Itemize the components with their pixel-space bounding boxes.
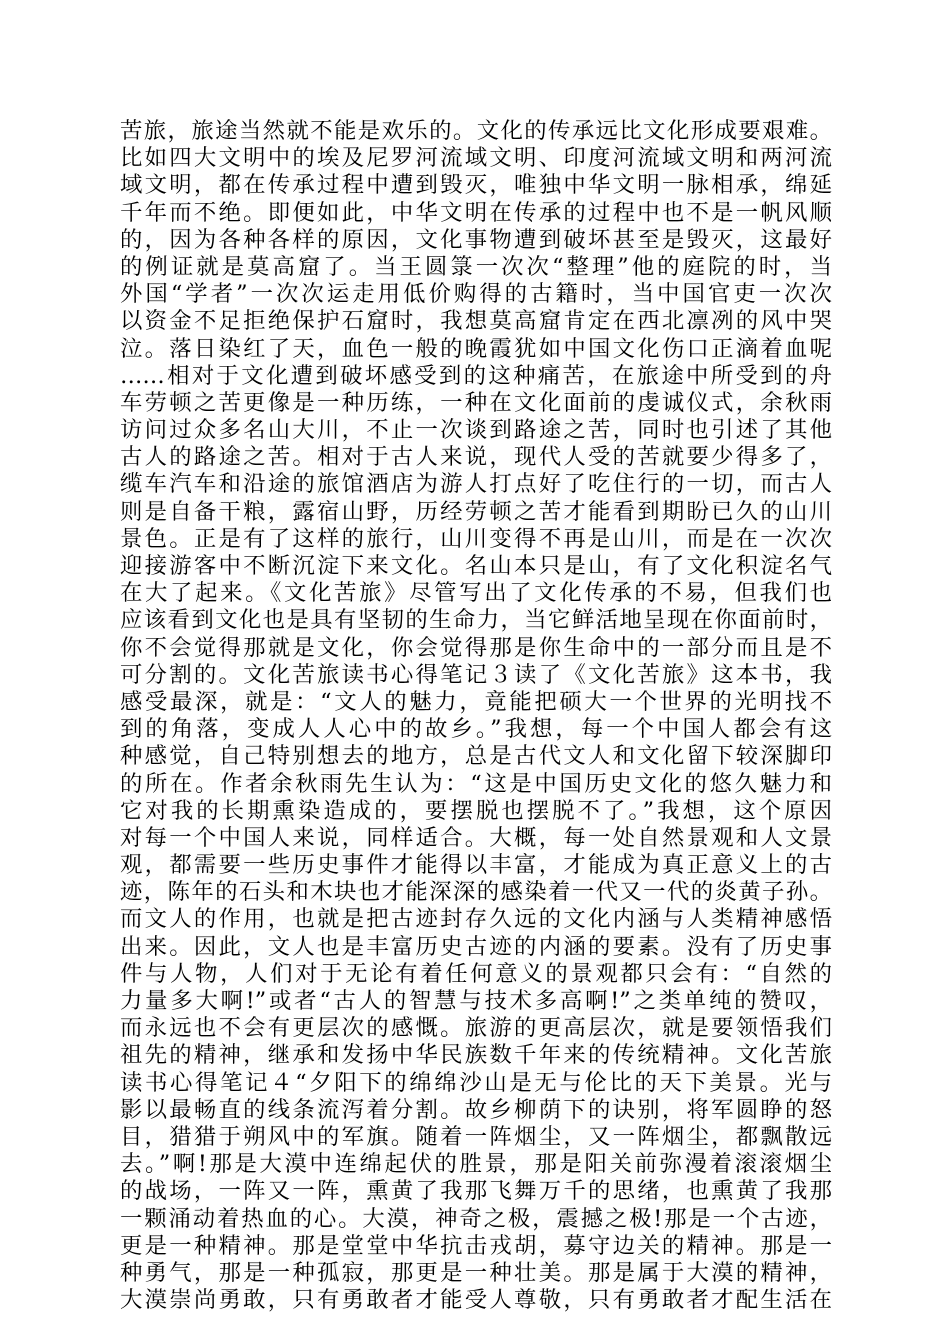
text-line: 古人的路途之苦。相对于古人来说，现代人受的苦就要少得多了， xyxy=(120,444,832,471)
text-line: 大漠崇尚勇敢，只有勇敢者才能受人尊敬，只有勇敢者才配生活在 xyxy=(120,1287,832,1314)
text-line: 祖先的精神，继承和发扬中华民族数千年来的传统精神。文化苦旅 xyxy=(120,1042,832,1069)
text-line: 缆车汽车和沿途的旅馆酒店为游人打点好了吃住行的一切，而古人 xyxy=(120,471,832,498)
text-line: 它对我的长期熏染造成的，要摆脱也摆脱不了。”我想，这个原因 xyxy=(120,797,832,824)
text-line: 对每一个中国人来说，同样适合。大概，每一处自然景观和人文景 xyxy=(120,824,832,851)
text-line: 的战场，一阵又一阵，熏黄了我那飞舞万千的思绪，也熏黄了我那 xyxy=(120,1178,832,1205)
text-line: 在大了起来。《文化苦旅》尽管写出了文化传承的不易，但我们也 xyxy=(120,580,832,607)
text-line: 目，猎猎于朔风中的军旗。随着一阵烟尘，又一阵烟尘，都飘散远 xyxy=(120,1123,832,1150)
text-line: 力量多大啊!”或者“古人的智慧与技术多高啊!”之类单纯的赞叹， xyxy=(120,988,832,1014)
text-line: 而文人的作用，也就是把古迹封存久远的文化内涵与人类精神感悟 xyxy=(120,906,832,933)
text-line: 可分割的。文化苦旅读书心得笔记３读了《文化苦旅》这本书，我 xyxy=(120,661,832,688)
text-line: 种感觉，自己特别想去的地方，总是古代文人和文化留下较深脚印 xyxy=(120,743,832,770)
text-line: 迹，陈年的石头和木块也才能深深的感染着一代又一代的炎黄子孙。 xyxy=(120,879,832,906)
text-line: 而永远也不会有更层次的感慨。旅游的更高层次，就是要领悟我们 xyxy=(120,1015,832,1042)
text-line: 访问过众多名山大川，不止一次谈到路途之苦，同时也引述了其他 xyxy=(120,417,832,444)
text-line: 你不会觉得那就是文化，你会觉得那是你生命中的一部分而且是不 xyxy=(120,634,832,661)
text-line: 的所在。作者余秋雨先生认为：“这是中国历史文化的悠久魅力和 xyxy=(120,770,832,797)
text-line: 迎接游客中不断沉淀下来文化。名山本只是山，有了文化积淀名气 xyxy=(120,553,832,579)
text-line: 则是自备干粮，露宿山野，历经劳顿之苦才能看到期盼已久的山川 xyxy=(120,498,832,525)
text-line: 千年而不绝。即便如此，中华文明在传承的过程中也不是一帆风顺 xyxy=(120,199,832,226)
body-text xyxy=(120,118,832,1314)
text-line: 以资金不足拒绝保护石窟时，我想莫高窟肯定在西北凛冽的风中哭 xyxy=(120,308,832,335)
text-line: 出来。因此，文人也是丰富历史古迹的内涵的要素。没有了历史事 xyxy=(120,933,832,960)
text-line: 比如四大文明中的埃及尼罗河流域文明、印度河流域文明和两河流 xyxy=(120,145,832,172)
text-line: 感受最深，就是：“文人的魅力，竟能把硕大一个世界的光明找不 xyxy=(120,688,832,715)
text-line: 读书心得笔记４“夕阳下的绵绵沙山是无与伦比的天下美景。光与 xyxy=(120,1069,832,1096)
text-line: 苦旅，旅途当然就不能是欢乐的。文化的传承远比文化形成要艰难。 xyxy=(120,118,832,144)
text-line: 观，都需要一些历史事件才能得以丰富，才能成为真正意义上的古 xyxy=(120,852,832,879)
text-line: 的例证就是莫高窟了。当王圆箓一次次“整理”他的庭院的时，当 xyxy=(120,253,832,280)
text-line: 外国“学者”一次次运走用低价购得的古籍时，当中国官吏一次次 xyxy=(120,281,832,308)
text-line: 景色。正是有了这样的旅行，山川变得不再是山川，而是在一次次 xyxy=(120,525,832,552)
text-line: 到的角落，变成人人心中的故乡。”我想，每一个中国人都会有这 xyxy=(120,716,832,743)
text-line: 一颗涌动着热血的心。大漠，神奇之极，震撼之极!那是一个古迹， xyxy=(120,1205,832,1232)
text-line: 应该看到文化也是具有坚韧的生命力，当它鲜活地呈现在你面前时， xyxy=(120,607,832,634)
text-line: 车劳顿之苦更像是一种历练，一种在文化面前的虔诚仪式，余秋雨 xyxy=(120,389,832,416)
text-line: ……相对于文化遭到破坏感受到的这种痛苦，在旅途中所受到的舟 xyxy=(120,362,832,389)
text-line: 更是一种精神。那是堂堂中华抗击戎胡，募守边关的精神。那是一 xyxy=(120,1232,832,1259)
text-line: 去。”啊!那是大漠中连绵起伏的胜景，那是阳关前弥漫着滚滚烟尘 xyxy=(120,1151,832,1178)
text-line: 域文明，都在传承过程中遭到毁灭，唯独中华文明一脉相承，绵延 xyxy=(120,172,832,199)
text-line: 种勇气，那是一种孤寂，那更是一种壮美。那是属于大漠的精神， xyxy=(120,1259,832,1286)
text-line: 泣。落日染红了天，血色一般的晚霞犹如中国文化伤口正滴着血呢 xyxy=(120,335,832,362)
text-line: 的，因为各种各样的原因，文化事物遭到破坏甚至是毁灭，这最好 xyxy=(120,226,832,253)
text-line: 影以最畅直的线条流泻着分割。故乡柳荫下的诀别，将军圆睁的怒 xyxy=(120,1096,832,1123)
text-line: 件与人物，人们对于无论有着任何意义的景观都只会有：“自然的 xyxy=(120,960,832,987)
